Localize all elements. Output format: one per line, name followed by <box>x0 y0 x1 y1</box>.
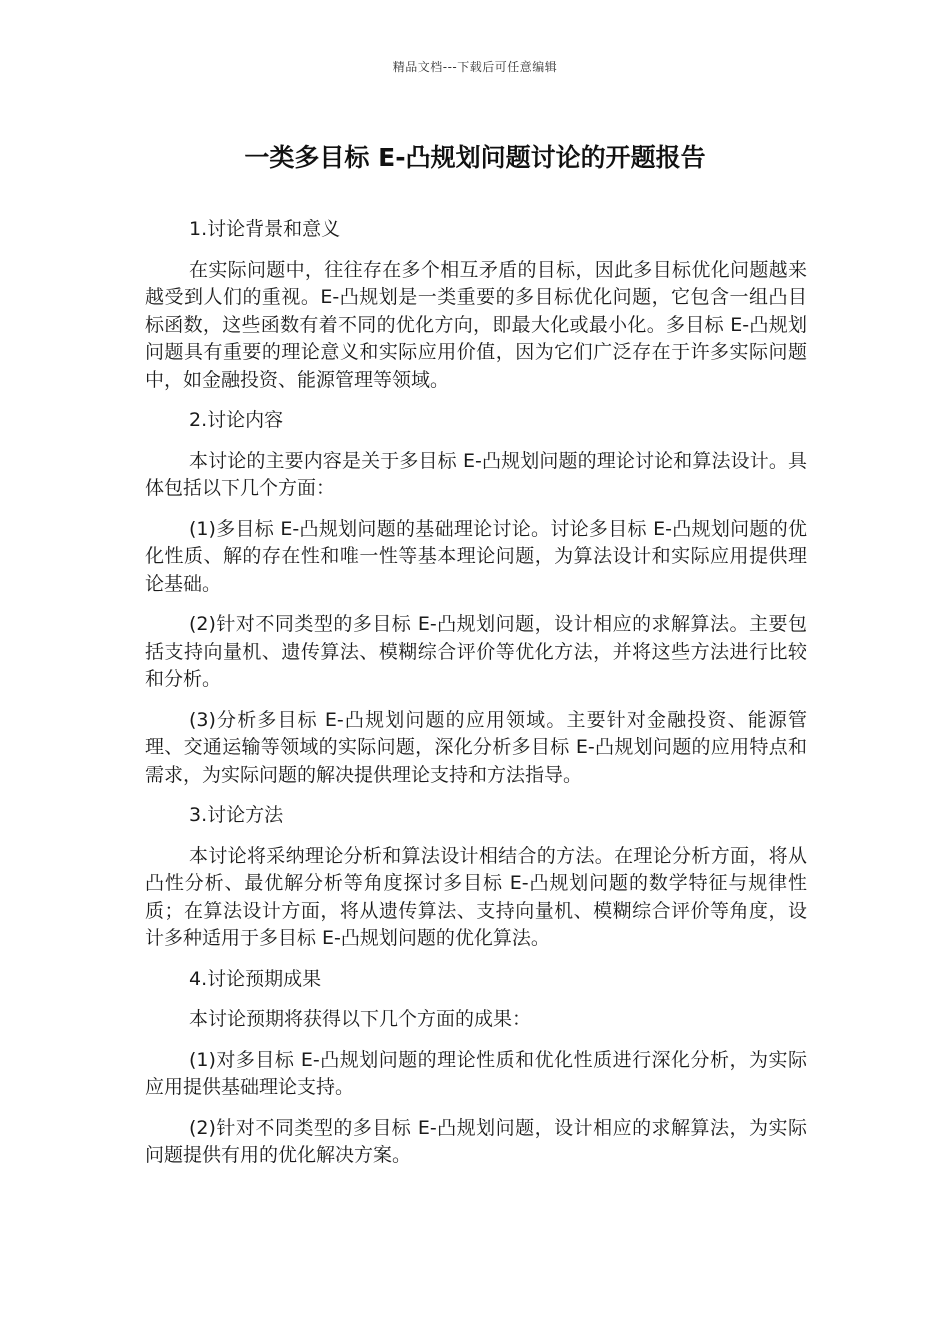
paragraph-method: 本讨论将采纳理论分析和算法设计相结合的方法。在理论分析方面，将从凸性分析、最优解分析等角度探讨多目标 E-凸规划问题的数学特征与规律性质；在算法设计方面，将从遗传算法、支持向量机、模糊综合评价等角度，设计多种适用于多目标 E-凸规划问题的优化算法。 <box>145 844 807 949</box>
paragraph-content-intro: 本讨论的主要内容是关于多目标 E-凸规划问题的理论讨论和算法设计。具体包括以下几个方面： <box>145 449 807 499</box>
header-note: 精品文档---下载后可任意编辑 <box>392 60 558 74</box>
section-heading-method: 3.讨论方法 <box>189 804 284 826</box>
paragraph-outcomes-intro: 本讨论预期将获得以下几个方面的成果： <box>189 1008 532 1030</box>
paragraph-background: 在实际问题中，往往存在多个相互矛盾的目标，因此多目标优化问题越来越受到人们的重视。E-凸规划是一类重要的多目标优化问题，它包含一组凸目标函数，这些函数有着不同的优化方向，即最大化或最小化。多目标 E-凸规划问题具有重要的理论意义和实际应用价值，因为它们广泛存在于许多实际问题中，如金融投资、能源管理等领域。 <box>145 258 807 391</box>
paragraph-outcomes-item-2: (2)针对不同类型的多目标 E-凸规划问题，设计相应的求解算法，为实际问题提供有用的优化解决方案。 <box>145 1116 807 1166</box>
section-heading-outcomes: 4.讨论预期成果 <box>189 967 322 990</box>
document-body <box>145 216 807 1183</box>
paragraph-content-item-2: (2)针对不同类型的多目标 E-凸规划问题，设计相应的求解算法。主要包括支持向量机、遗传算法、模糊综合评价等优化方法，并将这些方法进行比较和分析。 <box>145 613 807 690</box>
paragraph-content-item-3: (3)分析多目标 E-凸规划问题的应用领域。主要针对金融投资、能源管理、交通运输等领域的实际问题，深化分析多目标 E-凸规划问题的应用特点和需求，为实际问题的解决提供理论支持和方法指导。 <box>145 708 807 786</box>
paragraph-content-item-1: (1)多目标 E-凸规划问题的基础理论讨论。讨论多目标 E-凸规划问题的优化性质、解的存在性和唯一性等基本理论问题，为算法设计和实际应用提供理论基础。 <box>145 517 807 595</box>
document-title: 一类多目标 E-凸规划问题讨论的开题报告 <box>244 143 706 172</box>
section-heading-content: 2.讨论内容 <box>189 409 284 431</box>
section-heading-background: 1.讨论背景和意义 <box>189 218 341 240</box>
paragraph-outcomes-item-1: (1)对多目标 E-凸规划问题的理论性质和优化性质进行深化分析，为实际应用提供基础理论支持。 <box>145 1048 807 1098</box>
